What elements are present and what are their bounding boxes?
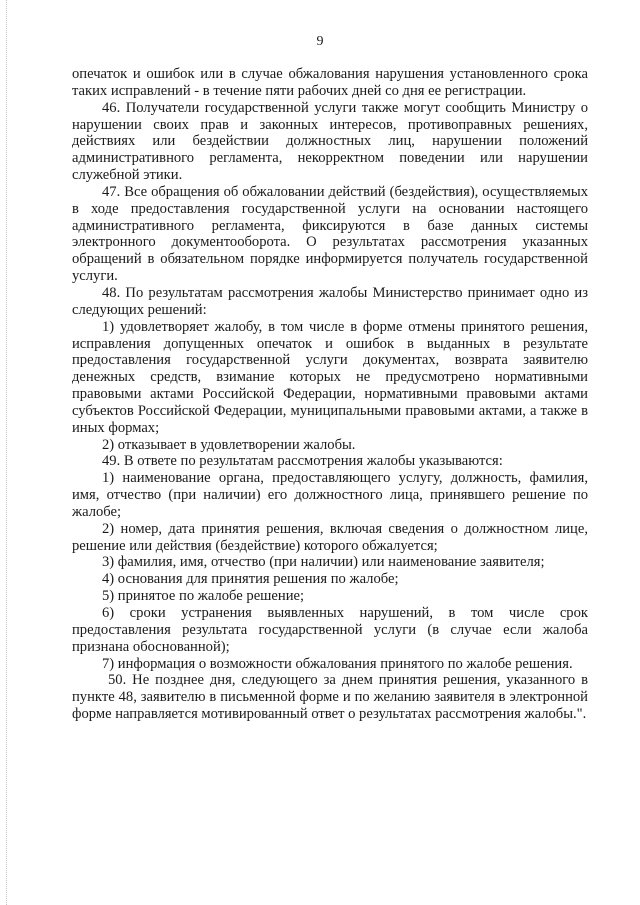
paragraph-48-item-2: 2) отказывает в удовлетворении жалобы.: [102, 436, 356, 453]
paragraph-49-item-2: 2) номер, дата принятия решения, включая сведения о должностном лице, решение или действия (бездействие) которого обжалуется;: [72, 520, 588, 554]
paragraph-48-item-1: 1) удовлетворяет жалобу, в том числе в форме отмены принятого решения, исправления допущенных опечаток и ошибок в выданных в результате предоставления государственной услуги документах, возврата заявителю денежных средств, взимание которых не предусмотрено нормативными правовыми актами Российской Федерации, нормативными правовыми актами субъектов Российской Федерации, муниципальными правовыми актами, а также в иных формах;: [72, 318, 588, 436]
paragraph-49-item-3: 3) фамилия, имя, отчество (при наличии) или наименование заявителя;: [102, 554, 545, 571]
document-body: [72, 66, 588, 723]
paragraph-46: 46. Получатели государственной услуги также могут сообщить Министру о нарушении своих прав и законных интересов, противоправных решениях, действиях или бездействии должностных лиц, нарушении положений административного регламента, некорректном поведении или нарушении служебной этики.: [72, 99, 588, 184]
paragraph-continuation: опечаток и ошибок или в случае обжалования нарушения установленного срока таких исправлений - в течение пяти рабочих дней со дня ее регистрации.: [72, 66, 588, 99]
page-number: 9: [316, 34, 324, 49]
paragraph-49-item-4: 4) основания для принятия решения по жалобе;: [102, 571, 399, 588]
paragraph-49-item-5: 5) принятое по жалобе решение;: [102, 588, 305, 605]
paragraph-49: 49. В ответе по результатам рассмотрения жалобы указываются:: [102, 453, 503, 470]
paragraph-50: 50. Не позднее дня, следующего за днем принятия решения, указанного в пункте 48, заявителю в письменной форме и по желанию заявителя в электронной форме направляется мотивированный ответ о результатах рассмотрения жалобы.".: [72, 672, 588, 723]
paragraph-48: 48. По результатам рассмотрения жалобы Министерство принимает одно из следующих решений:: [72, 284, 588, 318]
paragraph-47: 47. Все обращения об обжаловании действий (бездействия), осуществляемых в ходе предоставления государственной услуги на основании настоящего административного регламента, фиксируются в базе данных системы электронного документооборота. О результатах рассмотрения указанных обращений в обязательном порядке информируется получатель государственной услуги.: [72, 183, 588, 285]
paragraph-49-item-6: 6) сроки устранения выявленных нарушений, в том числе срок предоставления результата государственной услуги (в случае если жалоба признана обоснованной);: [72, 605, 588, 655]
paragraph-49-item-1: 1) наименование органа, предоставляющего услугу, должность, фамилия, имя, отчество (при наличии) его должностного лица, принявшего решение по жалобе;: [72, 470, 588, 520]
paragraph-49-item-7: 7) информация о возможности обжалования принятого по жалобе решения.: [102, 655, 573, 672]
scan-left-edge: [6, 0, 7, 905]
